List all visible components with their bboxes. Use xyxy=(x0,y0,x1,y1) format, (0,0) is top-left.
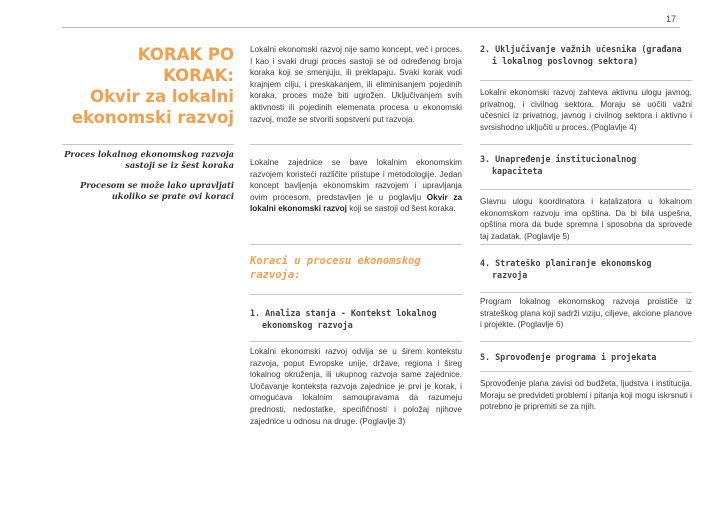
divider xyxy=(250,341,462,342)
approach-text: Lokalne zajednice se bave lokalnim ekonomskim razvojem koristeći različite pristupe i metodologije. Jedan koncept bavljenja ekonomskim razvojem i upravljanja ovim procesom, predstavljen je u poglavlju xyxy=(250,158,462,202)
step-1-heading xyxy=(250,308,462,331)
step-4-paragraph: Program lokalnog ekonomskog razvoja proističe iz strateškog plana koji sadrži viziju, ciljeve, akcione planove i projekte. (Poglavlje 6) xyxy=(480,297,692,330)
divider xyxy=(480,189,692,190)
left-column xyxy=(62,44,234,201)
step-1-heading-line-2: ekonomskog razvoja xyxy=(262,319,353,330)
divider xyxy=(480,292,692,293)
title-line-1: KORAK PO KORAK: xyxy=(137,45,234,85)
step-4-heading-line-2: razvoja xyxy=(492,269,528,280)
step-2-paragraph: Lokalni ekonomski razvoj zahteva aktivnu ulogu javnog, privatnog, i civilnog sektora. Moraju se uočiti važni učesnici iz privatnog, javnog i civilnog sektora i aktivno i svrsishodno uključiti u proces. (Poglavlje 4) xyxy=(480,88,692,132)
divider xyxy=(250,244,462,245)
step-2-heading xyxy=(480,44,692,67)
step-4-heading xyxy=(480,258,692,281)
step-5-heading: 5. Sprovođenje programa i projekata xyxy=(480,352,657,362)
step-1-heading-line-1: 1. Analiza stanja - Kontekst lokalnog xyxy=(250,308,437,318)
divider xyxy=(480,80,692,81)
header-rule xyxy=(62,27,680,28)
step-3-heading-line-1: 3. Unapređenje institucionalnog xyxy=(480,154,637,164)
divider xyxy=(480,244,692,245)
step-3-heading-line-2: kapaciteta xyxy=(492,165,543,176)
process-caption-1: Proces lokalnog ekonomskog razvoja sastoji se iz šest koraka xyxy=(64,149,234,170)
title-line-2: Okvir za lokalni xyxy=(90,87,234,106)
step-3-paragraph: Glavnu ulogu koordinatora i katalizatora u lokalnom ekonomskom razvoju ima opština. Da bi bila uspešna, opština mora da bude spremna i sposobna da sprovede taj zadatak. (Poglavlje 5) xyxy=(480,197,692,241)
process-caption-2: Procesom se može lako upravljati ukoliko se prate ovi koraci xyxy=(80,180,234,201)
divider xyxy=(250,144,462,145)
divider xyxy=(480,341,692,342)
steps-subheading: Koraci u procesu ekonomskog razvoja: xyxy=(250,255,421,281)
page-title xyxy=(62,44,234,128)
step-4-heading-line-1: 4. Strateško planiranje ekonomskog xyxy=(480,258,652,268)
step-1-paragraph: Lokalni ekonomski razvoj odvija se u širem kontekstu razvoja, poput Evropske unije, države, regiona i šireg lokalnog okruženja, ili ukupnog razvoja same zajednice. Uočavanje konteksta razvoja zajednice je prvi je korak, i omogućava lokalnim samoupravama da razumeju prednosti, nedostatke, specifičnosti i položaj njihove zajednice u odnosu na druge. (Poglavlje 3) xyxy=(250,347,462,426)
step-2-heading-line-2: i lokalnog poslovnog sektora) xyxy=(492,55,639,66)
step-3-heading xyxy=(480,154,692,177)
divider xyxy=(480,144,692,145)
divider xyxy=(480,371,692,372)
approach-text-end: koji se sastoji od šest koraka. xyxy=(346,204,456,214)
intro-paragraph: Lokalni ekonomski razvoj nije samo koncept, već i proces. I kao i svaki drugi proces sastoji se od određenog broja koraka koji se smenjuju, ili preklapaju. Svaki korak vodi krajnjem cilju, i preskakanjem, ili eliminisanjem pojedinih koraka, proces može biti ugrožen. Uključivanjem svih aktivnosti ili pojedinih elemenata procesa u ekonomski razvoj, može se stvoriti sopstveni put razvoja. xyxy=(250,45,462,124)
divider xyxy=(250,294,462,295)
framework-title: Okvir za lokalni ekonomski razvoj xyxy=(250,192,462,214)
step-5-paragraph: Sprovođenje plana zavisi od budžeta, ljudstva i institucija. Moraju se predvideti problemi i pitanja koji mogu iskrsnuti i potrebno je pripremiti se za njih. xyxy=(480,379,692,412)
approach-paragraph xyxy=(250,157,462,215)
left-divider xyxy=(62,144,234,145)
page-number: 17 xyxy=(666,14,677,24)
title-line-3: ekonomski razvoj xyxy=(71,108,234,127)
step-2-heading-line-1: 2. Uključivanje važnih učesnika (građana xyxy=(480,44,682,54)
